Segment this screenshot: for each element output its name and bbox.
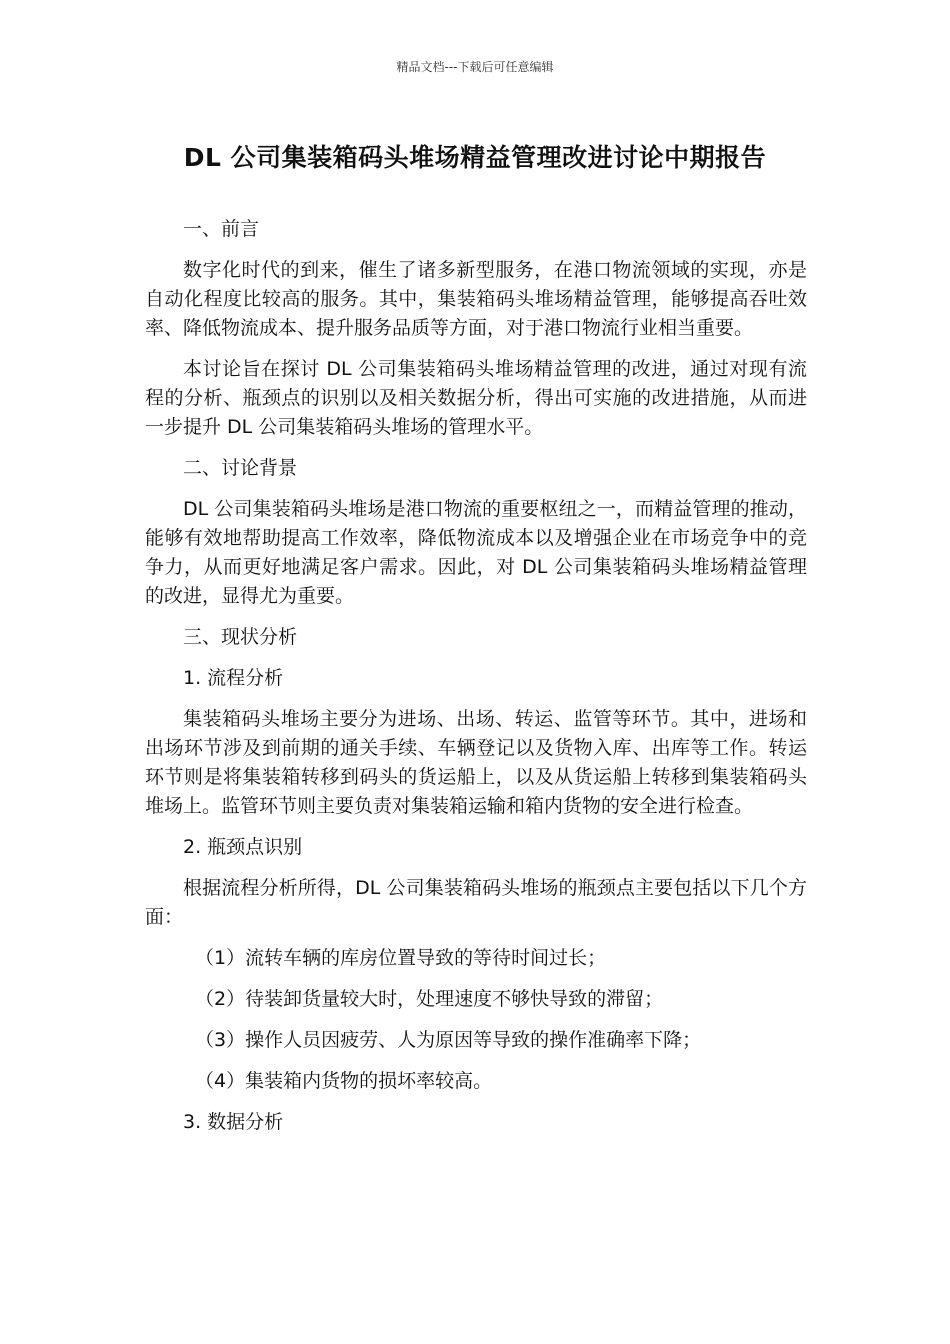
list-item: （3）操作人员因疲劳、人为原因等导致的操作准确率下降； (195, 1029, 702, 1051)
paragraph: 本讨论旨在探讨 DL 公司集装箱码头堆场精益管理的改进，通过对现有流程的分析、瓶颈点的识别以及相关数据分析，得出可实施的改进措施，从而进一步提升 DL 公司集装箱码头堆场的管理水平。 (145, 358, 807, 438)
subheading-process-analysis: 1. 流程分析 (183, 667, 284, 689)
document-body (145, 215, 807, 1149)
paragraph: DL 公司集装箱码头堆场是港口物流的重要枢纽之一，而精益管理的推动，能够有效地帮助提高工作效率，降低物流成本以及增强企业在市场竞争中的竞争力，从而更好地满足客户需求。因此，对 DL 公司集装箱码头堆场精益管理的改进，显得尤为重要。 (145, 498, 807, 607)
section-heading-preface: 一、前言 (183, 218, 260, 240)
paragraph: 数字化时代的到来，催生了诸多新型服务，在港口物流领域的实现，亦是自动化程度比较高的服务。其中，集装箱码头堆场精益管理，能够提高吞吐效率、降低物流成本、提升服务品质等方面，对于港口物流行业相当重要。 (145, 259, 807, 339)
list-item: （4）集装箱内货物的损坏率较高。 (195, 1070, 493, 1092)
paragraph: 集装箱码头堆场主要分为进场、出场、转运、监管等环节。其中，进场和出场环节涉及到前期的通关手续、车辆登记以及货物入库、出库等工作。转运环节则是将集装箱转移到码头的货运船上，以及从货运船上转移到集装箱码头堆场上。监管环节则主要负责对集装箱运输和箱内货物的安全进行检查。 (145, 708, 807, 817)
section-heading-background: 二、讨论背景 (183, 457, 298, 479)
list-item: （2）待装卸货量较大时，处理速度不够快导致的滞留； (195, 988, 664, 1010)
list-item: （1）流转车辆的库房位置导致的等待时间过长； (195, 947, 607, 969)
subheading-data-analysis: 3. 数据分析 (183, 1111, 284, 1133)
page-header: 精品文档---下载后可任意编辑 (396, 60, 554, 74)
subheading-bottleneck-identification: 2. 瓶颈点识别 (183, 836, 303, 858)
section-heading-status-analysis: 三、现状分析 (183, 626, 298, 648)
paragraph: 根据流程分析所得，DL 公司集装箱码头堆场的瓶颈点主要包括以下几个方面： (145, 877, 807, 928)
document-title: DL 公司集装箱码头堆场精益管理改进讨论中期报告 (183, 143, 767, 172)
